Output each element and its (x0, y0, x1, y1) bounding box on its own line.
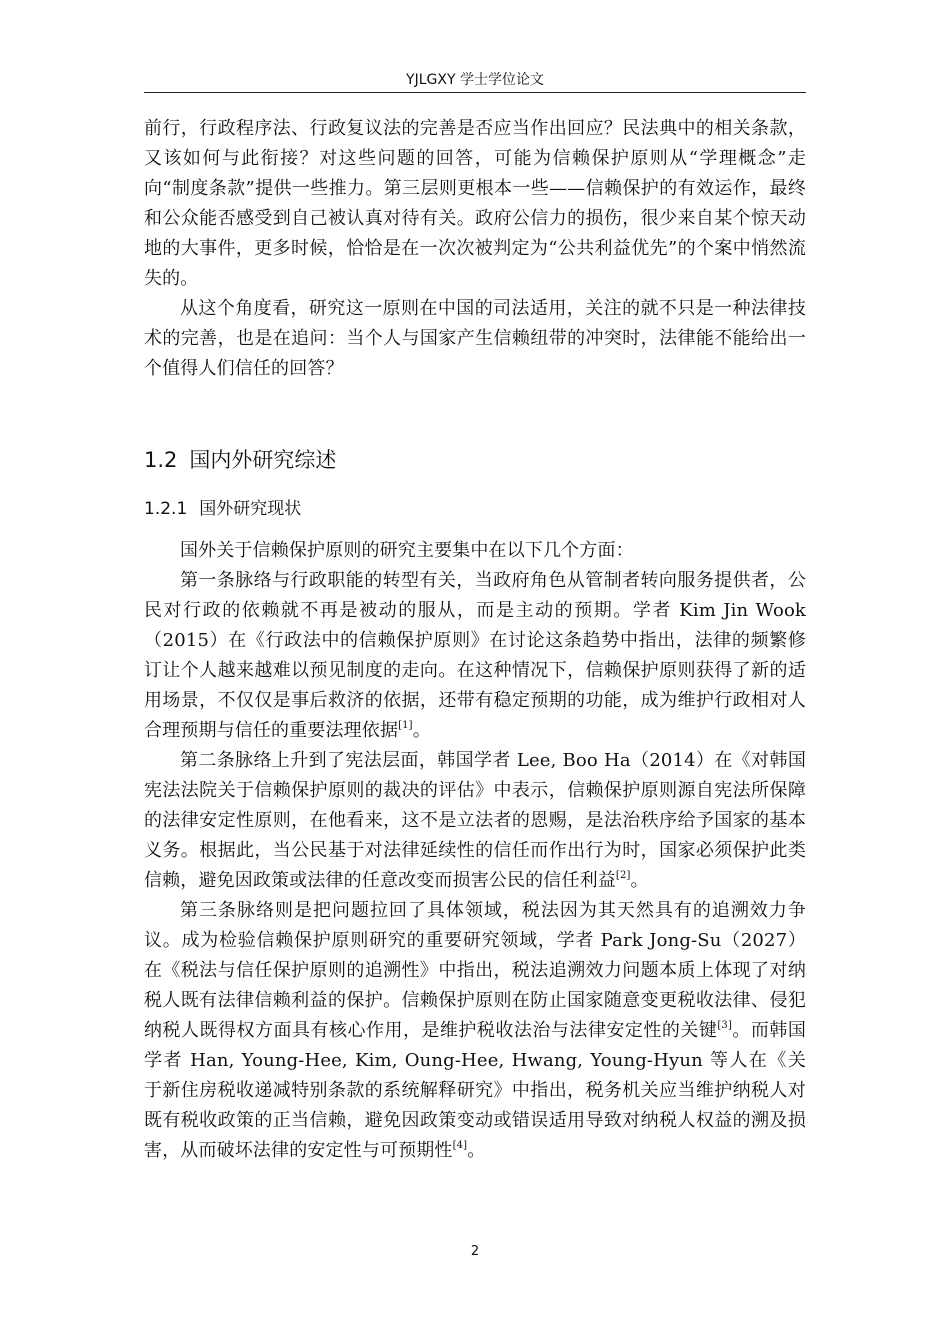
paragraph-text: 第一条脉络与行政职能的转型有关，当政府角色从管制者转向服务提供者，公民对行政的依赖就不再是被动的服从，而是主动的预期。学者 Kim Jin Wook（2015）在《行政法中的信赖保护原则》在讨论这条趋势中指出，法律的频繁修订让个人越来越难以预见制度的走向。在这种情况下，信赖保护原则获得了新的适用场景，不仅仅是事后救济的依据，还带有稳定预期的功能，成为维护行政相对人合理预期与信任的重要法理依据 (144, 570, 806, 741)
citation-ref-4[interactable]: [4] (452, 1140, 468, 1151)
subsection-title: 国外研究现状 (199, 499, 302, 519)
intro-section (144, 114, 806, 384)
citation-ref-1[interactable]: [1] (398, 720, 413, 731)
paragraph-text: 。而韩国学者 Han, Young-Hee, Kim, Oung-Hee, Hwang, Young-Hyun 等人在《关于新住房税收递减特别条款的系统解释研究》中指出，税务机关应当维护纳税人对既有税收政策的正当信赖，避免因政策变动或错误适用导致对纳税人权益的溯及损害，从而破坏法律的安定性与可预期性 (144, 1020, 806, 1161)
citation-ref-3[interactable]: [3] (717, 1020, 732, 1031)
section-title: 国内外研究综述 (189, 448, 337, 472)
header-rule (144, 92, 806, 93)
running-header: YJLGXY 学士学位论文 (406, 72, 544, 88)
citation-ref-2[interactable]: [2] (615, 870, 631, 881)
paragraph-second-strand (144, 746, 806, 896)
paragraph-third-strand (144, 896, 806, 1166)
section-number: 1.2 (144, 448, 178, 472)
page-number: 2 (470, 1244, 480, 1259)
paragraph-first-strand (144, 566, 806, 746)
subsection-number: 1.2.1 (144, 499, 188, 519)
paragraph-conclusion: 从这个角度看，研究这一原则在中国的司法适用，关注的就不只是一种法律技术的完善，也是在追问：当个人与国家产生信赖纽带的冲突时，法律能不能给出一个值得人们信任的回答？ (144, 298, 806, 379)
sentence-end: 。 (630, 870, 649, 891)
paragraph-text: 第二条脉络上升到了宪法层面，韩国学者 Lee, Boo Ha（2014）在《对韩国宪法法院关于信赖保护原则的裁决的评估》中表示，信赖保护原则源自宪法所保障的法律安定性原则，在他看来，这不是立法者的恩赐，是法治秩序给予国家的基本义务。根据此，当公民基于对法律延续性的信任而作出行为时，国家必须保护此类信赖，避免因政策或法律的任意改变而损害公民的信任利益 (144, 750, 806, 891)
section-heading (144, 444, 806, 476)
sentence-end: 。 (412, 720, 431, 741)
paragraph-text: 第三条脉络则是把问题拉回了具体领域，税法因为其天然具有的追溯效力争议。成为检验信赖保护原则研究的重要研究领域，学者 Park Jong-Su（2027）在《税法与信任保护原则的追溯性》中指出，税法追溯效力问题本质上体现了对纳税人既有法律信赖利益的保护。信赖保护原则在防止国家随意变更税收法律、侵犯纳税人既得权方面具有核心作用，是维护税收法治与法律安定性的关键 (144, 900, 806, 1041)
paragraph-overview: 国外关于信赖保护原则的研究主要集中在以下几个方面： (180, 540, 634, 561)
sentence-end: 。 (467, 1140, 486, 1161)
literature-review-body (144, 536, 806, 1166)
paragraph-continued: 前行，行政程序法、行政复议法的完善是否应当作出回应？民法典中的相关条款，又该如何与此衔接？对这些问题的回答，可能为信赖保护原则从“学理概念”走向“制度条款”提供一些推力。第三层则更根本一些——信赖保护的有效运作，最终和公众能否感受到自己被认真对待有关。政府公信力的损伤，很少来自某个惊天动地的大事件，更多时候，恰恰是在一次次被判定为“公共利益优先”的个案中悄然流失的。 (144, 118, 806, 289)
subsection-heading (144, 494, 806, 524)
